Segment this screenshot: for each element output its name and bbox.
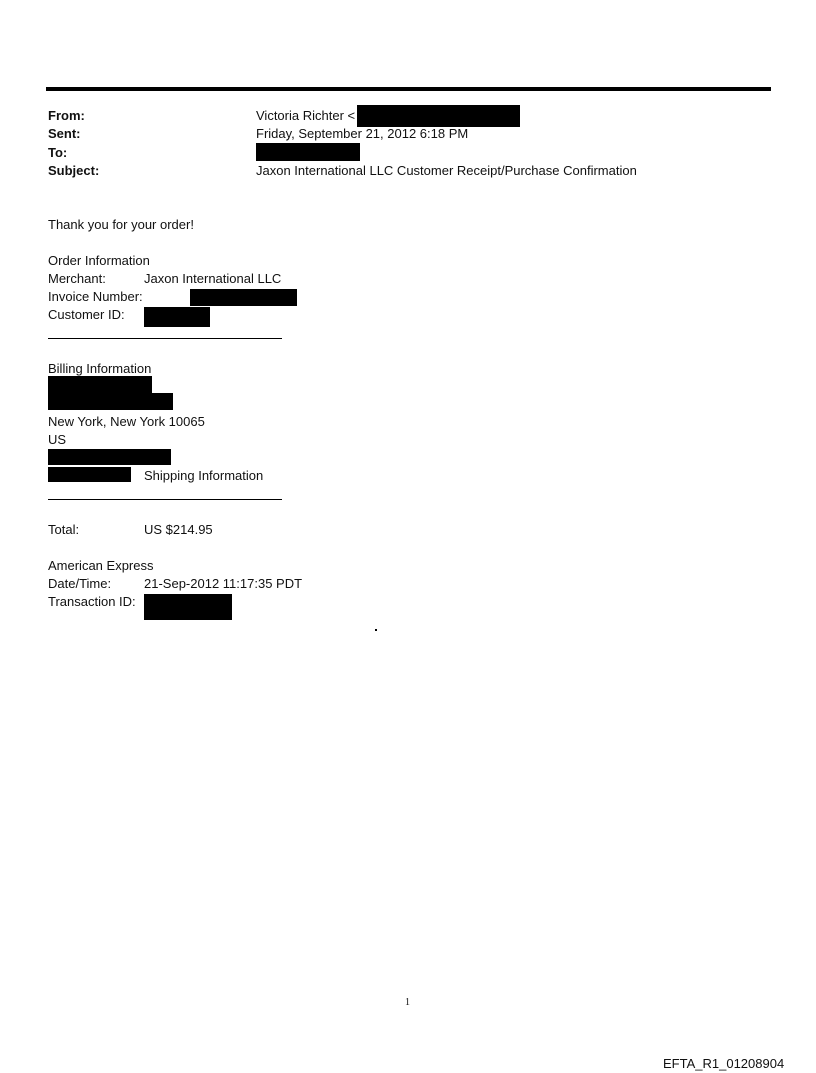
sent-label: Sent: xyxy=(48,126,81,141)
billing-info-heading: Billing Information xyxy=(48,361,152,376)
greeting-text: Thank you for your order! xyxy=(48,217,194,232)
billing-city-line: New York, New York 10065 xyxy=(48,414,205,429)
divider-billing xyxy=(48,499,282,500)
header-top-rule xyxy=(46,87,771,91)
total-value: US $214.95 xyxy=(144,522,213,537)
billing-country: US xyxy=(48,432,67,447)
to-label: To: xyxy=(48,145,68,160)
page-number: 1 xyxy=(405,997,410,1008)
redaction-from-email xyxy=(357,105,520,127)
redaction-invoice-number xyxy=(190,289,297,306)
merchant-value: Jaxon International LLC xyxy=(144,271,282,286)
redaction-billing-email xyxy=(48,467,131,482)
subject-label: Subject: xyxy=(48,163,100,178)
redaction-customer-id xyxy=(144,307,210,327)
datetime-label: Date/Time: xyxy=(48,576,112,591)
sent-value: Friday, September 21, 2012 6:18 PM xyxy=(256,126,469,141)
bates-number: EFTA_R1_01208904 xyxy=(663,1056,785,1071)
total-label: Total: xyxy=(48,522,80,537)
redaction-to xyxy=(256,143,360,161)
datetime-value: 21-Sep-2012 11:17:35 PDT xyxy=(144,576,303,591)
customer-id-label: Customer ID: xyxy=(48,307,125,322)
from-value: Victoria Richter < xyxy=(256,108,356,123)
from-label: From: xyxy=(48,108,85,123)
redaction-transaction-id xyxy=(144,594,232,620)
invoice-label: Invoice Number: xyxy=(48,289,143,304)
subject-value: Jaxon International LLC Customer Receipt/Purchase Confirmation xyxy=(256,163,637,178)
divider-order xyxy=(48,338,282,339)
redaction-billing-street xyxy=(48,393,173,410)
order-info-heading: Order Information xyxy=(48,253,150,268)
merchant-label: Merchant: xyxy=(48,271,106,286)
transaction-id-label: Transaction ID: xyxy=(48,594,136,609)
card-type: American Express xyxy=(48,558,154,573)
shipping-info-heading: Shipping Information xyxy=(144,468,264,483)
stray-dot xyxy=(375,629,377,631)
redaction-billing-phone xyxy=(48,449,171,465)
redaction-billing-name xyxy=(48,376,152,394)
